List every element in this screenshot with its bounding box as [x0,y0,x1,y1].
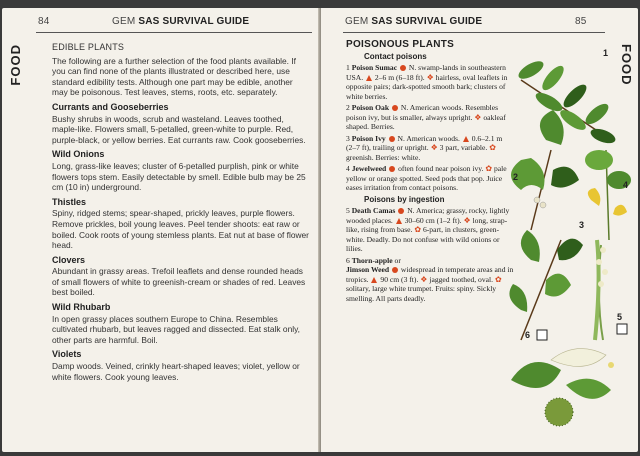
entry-leaves: 3 part, variable. [439,143,488,152]
entry-name: Death Camas [351,206,396,215]
left-page [2,8,320,452]
plant-name: Currants and Gooseberries [52,101,169,112]
entry-height: 0.6–2.1 m (2–7 ft), trailing or upright. [346,133,503,152]
entry-alt-name: Jimson Weed [346,265,390,274]
skull-badge-icon [537,330,547,340]
poison-entry [346,206,514,254]
height-triangle-icon [396,218,402,224]
left-page-number: 84 [38,16,50,27]
entry-name: Thorn-apple [351,255,393,265]
plant-description: Damp woods. Veined, crinkly heart-shaped leaves; violet, yellow or white flowers. Cook young leaves. [52,361,300,382]
plant-description: Abundant in grassy areas. Trefoil leaflets and dense rounded heads of small flowers of white to greenish-cream or shades of red. Leaves best boiled. [52,266,306,298]
plant-name: Wild Onions [52,149,105,160]
entry-or: or [394,255,401,265]
leaf-diamond-icon: ❖ [426,72,434,82]
entry-habitat: widespread in temperate areas and in tropics. [346,265,514,284]
poison-oak-illustration [511,110,579,230]
poison-sumac-illustration [516,58,617,146]
leaf-diamond-icon: ❖ [463,215,471,225]
left-header-title: SAS SURVIVAL GUIDE [138,16,250,27]
plant-illustrations [491,40,631,450]
entry-habitat: N. American woods. Resembles poison ivy, but is smaller, always upright. [346,103,499,122]
entry-habitat: N. swamp-lands in southeastern USA. [346,63,506,82]
figure-number-2: 2 [513,172,519,182]
flower-icon: ✿ [485,164,493,173]
right-header-prefix: GEM [345,16,369,27]
height-triangle-icon [463,136,469,142]
figure-number-3: 3 [579,220,585,230]
entry-height: 2–6 m (6–18 ft). [374,72,425,82]
entry-number: 2 [346,103,350,112]
leaf-diamond-icon: ❖ [420,274,428,284]
plant-entry [52,302,310,345]
habitat-dot-icon [398,208,404,214]
entry-leaves: jagged toothed, oval. [429,274,494,284]
leaf-diamond-icon: ❖ [474,112,482,122]
poison-entry [346,164,514,193]
plant-description: Long, grass-like leaves; cluster of 6-petalled purplish, pink or white flowers tops stem. Easily detectable by smell. Edible bulb may be 25 cm (10 in) underground. [52,160,306,193]
left-header-rule [36,32,312,33]
poison-entry [346,103,514,132]
edible-plants-intro: The following are a further selection of the food plants available. If you can find none of the plants illustrated or described here, use standard edibility tests. Although one part may be edible, another may be poisonous. Test leaves, stems, roots, etc. separately. [52,55,296,98]
plant-description: Spiny, ridged stems; spear-shaped, prickly leaves, purple flowers. Remove prickles, boil young leaves. Peel tender shoots: eat raw or boiled. Cook roots of young stemless plants. Eat nut at base of flower head. [52,208,309,251]
entry-flowers: solitary, large white trumpet. Fruits: spiny. Sickly smelling. All parts deadly. [346,284,497,303]
entry-name: Jewelweed [351,164,387,173]
plant-entry [52,349,310,382]
height-triangle-icon [366,75,372,81]
poison-entry [346,63,514,101]
right-running-header [345,16,482,27]
entry-habitat: N. American woods. [397,133,460,143]
entry-leaves: hairless, oval leaflets in opposite pairs; dark-spotted smooth bark; clusters of white berries. [346,72,508,101]
figure-number-4: 4 [623,180,629,190]
poison-entry [346,256,514,304]
entry-number: 3 [346,133,350,143]
right-page [321,8,638,452]
plant-entry [52,255,310,298]
right-header-rule [343,32,605,33]
skull-badge-icon [617,324,627,334]
entry-height: 90 cm (3 ft). [380,274,419,284]
figure-number-5: 5 [617,312,623,322]
entry-height: 30–60 cm (1–2 ft). [404,215,462,225]
entry-name: Poison Sumac [351,63,398,72]
entry-number: 4 [346,164,350,173]
contact-poisons-heading: Contact poisons [364,51,427,61]
right-side-label: FOOD [619,44,634,86]
jewelweed-illustration [585,150,631,240]
poisonous-plants-column [346,40,514,305]
plant-entry [52,102,310,145]
entry-habitat: N. America; grassy, rocky, lightly wooded places. [346,206,510,225]
edible-plants-heading: EDIBLE PLANTS [52,42,125,52]
entry-flowers: 6-part, in clusters, green-white. Deadly. Do not confuse with wild onions or lilies. [346,225,500,253]
right-header-title: SAS SURVIVAL GUIDE [371,16,483,27]
entry-flowers: pale yellow or orange spotted. Seed pods that pop. Juice eases irritation from contact poisons. [346,164,507,192]
flower-icon: ✿ [489,143,496,152]
habitat-dot-icon [389,166,395,172]
figure-number-6: 6 [525,330,531,340]
plant-name: Wild Rhubarb [52,302,111,313]
plant-name: Clovers [52,254,86,265]
habitat-dot-icon [392,267,398,273]
entry-number: 1 [346,63,350,72]
plant-entry [52,149,310,192]
entry-leaves: oakleaf shaped. Berries. [346,112,506,131]
entry-number: 5 [346,206,350,215]
plant-name: Violets [52,349,82,360]
death-camas-illustration [595,240,608,340]
habitat-dot-icon [400,65,406,71]
plant-description: Bushy shrubs in woods, scrub and wasteland. Leaves toothed, maple-like. Flowers small, 5-petalled, green-white to purple. Red, purple-black, or yellow berries. Eat currants raw. Cook gooseberries. [52,113,306,145]
left-side-label: FOOD [8,44,23,86]
poison-entry [346,134,514,163]
left-header-prefix: GEM [112,16,136,27]
habitat-dot-icon [389,136,395,142]
height-triangle-icon [371,277,377,283]
poison-ivy-illustration [509,230,583,340]
edible-plants-column [52,42,310,386]
thorn-apple-illustration [511,349,614,426]
entry-name: Poison Ivy [351,133,386,143]
entry-name: Poison Oak [351,103,390,112]
ingestion-poisons-heading: Poisons by ingestion [364,194,445,204]
plant-name: Thistles [52,196,87,207]
entry-flowers: greenish. Berries: white. [346,152,421,162]
left-running-header [112,16,249,27]
entry-number: 6 [346,255,350,265]
leaf-diamond-icon: ❖ [430,143,438,152]
figure-number-1: 1 [603,48,609,58]
flower-icon: ✿ [494,274,502,284]
entry-habitat: often found near poison ivy. [398,164,484,173]
plant-entry [52,197,310,251]
flower-icon: ✿ [414,225,422,234]
habitat-dot-icon [392,105,398,111]
plant-description: In open grassy places southern Europe to China. Resembles cultivated rhubarb, but leaves ragged and dissected. Eat stalk only, other parts are harmful. Boil. [52,313,300,345]
poisonous-plants-title: POISONOUS PLANTS [346,39,455,50]
right-page-number: 85 [575,16,587,27]
entry-leaves: long, strap-like, rising from base. [346,215,508,234]
